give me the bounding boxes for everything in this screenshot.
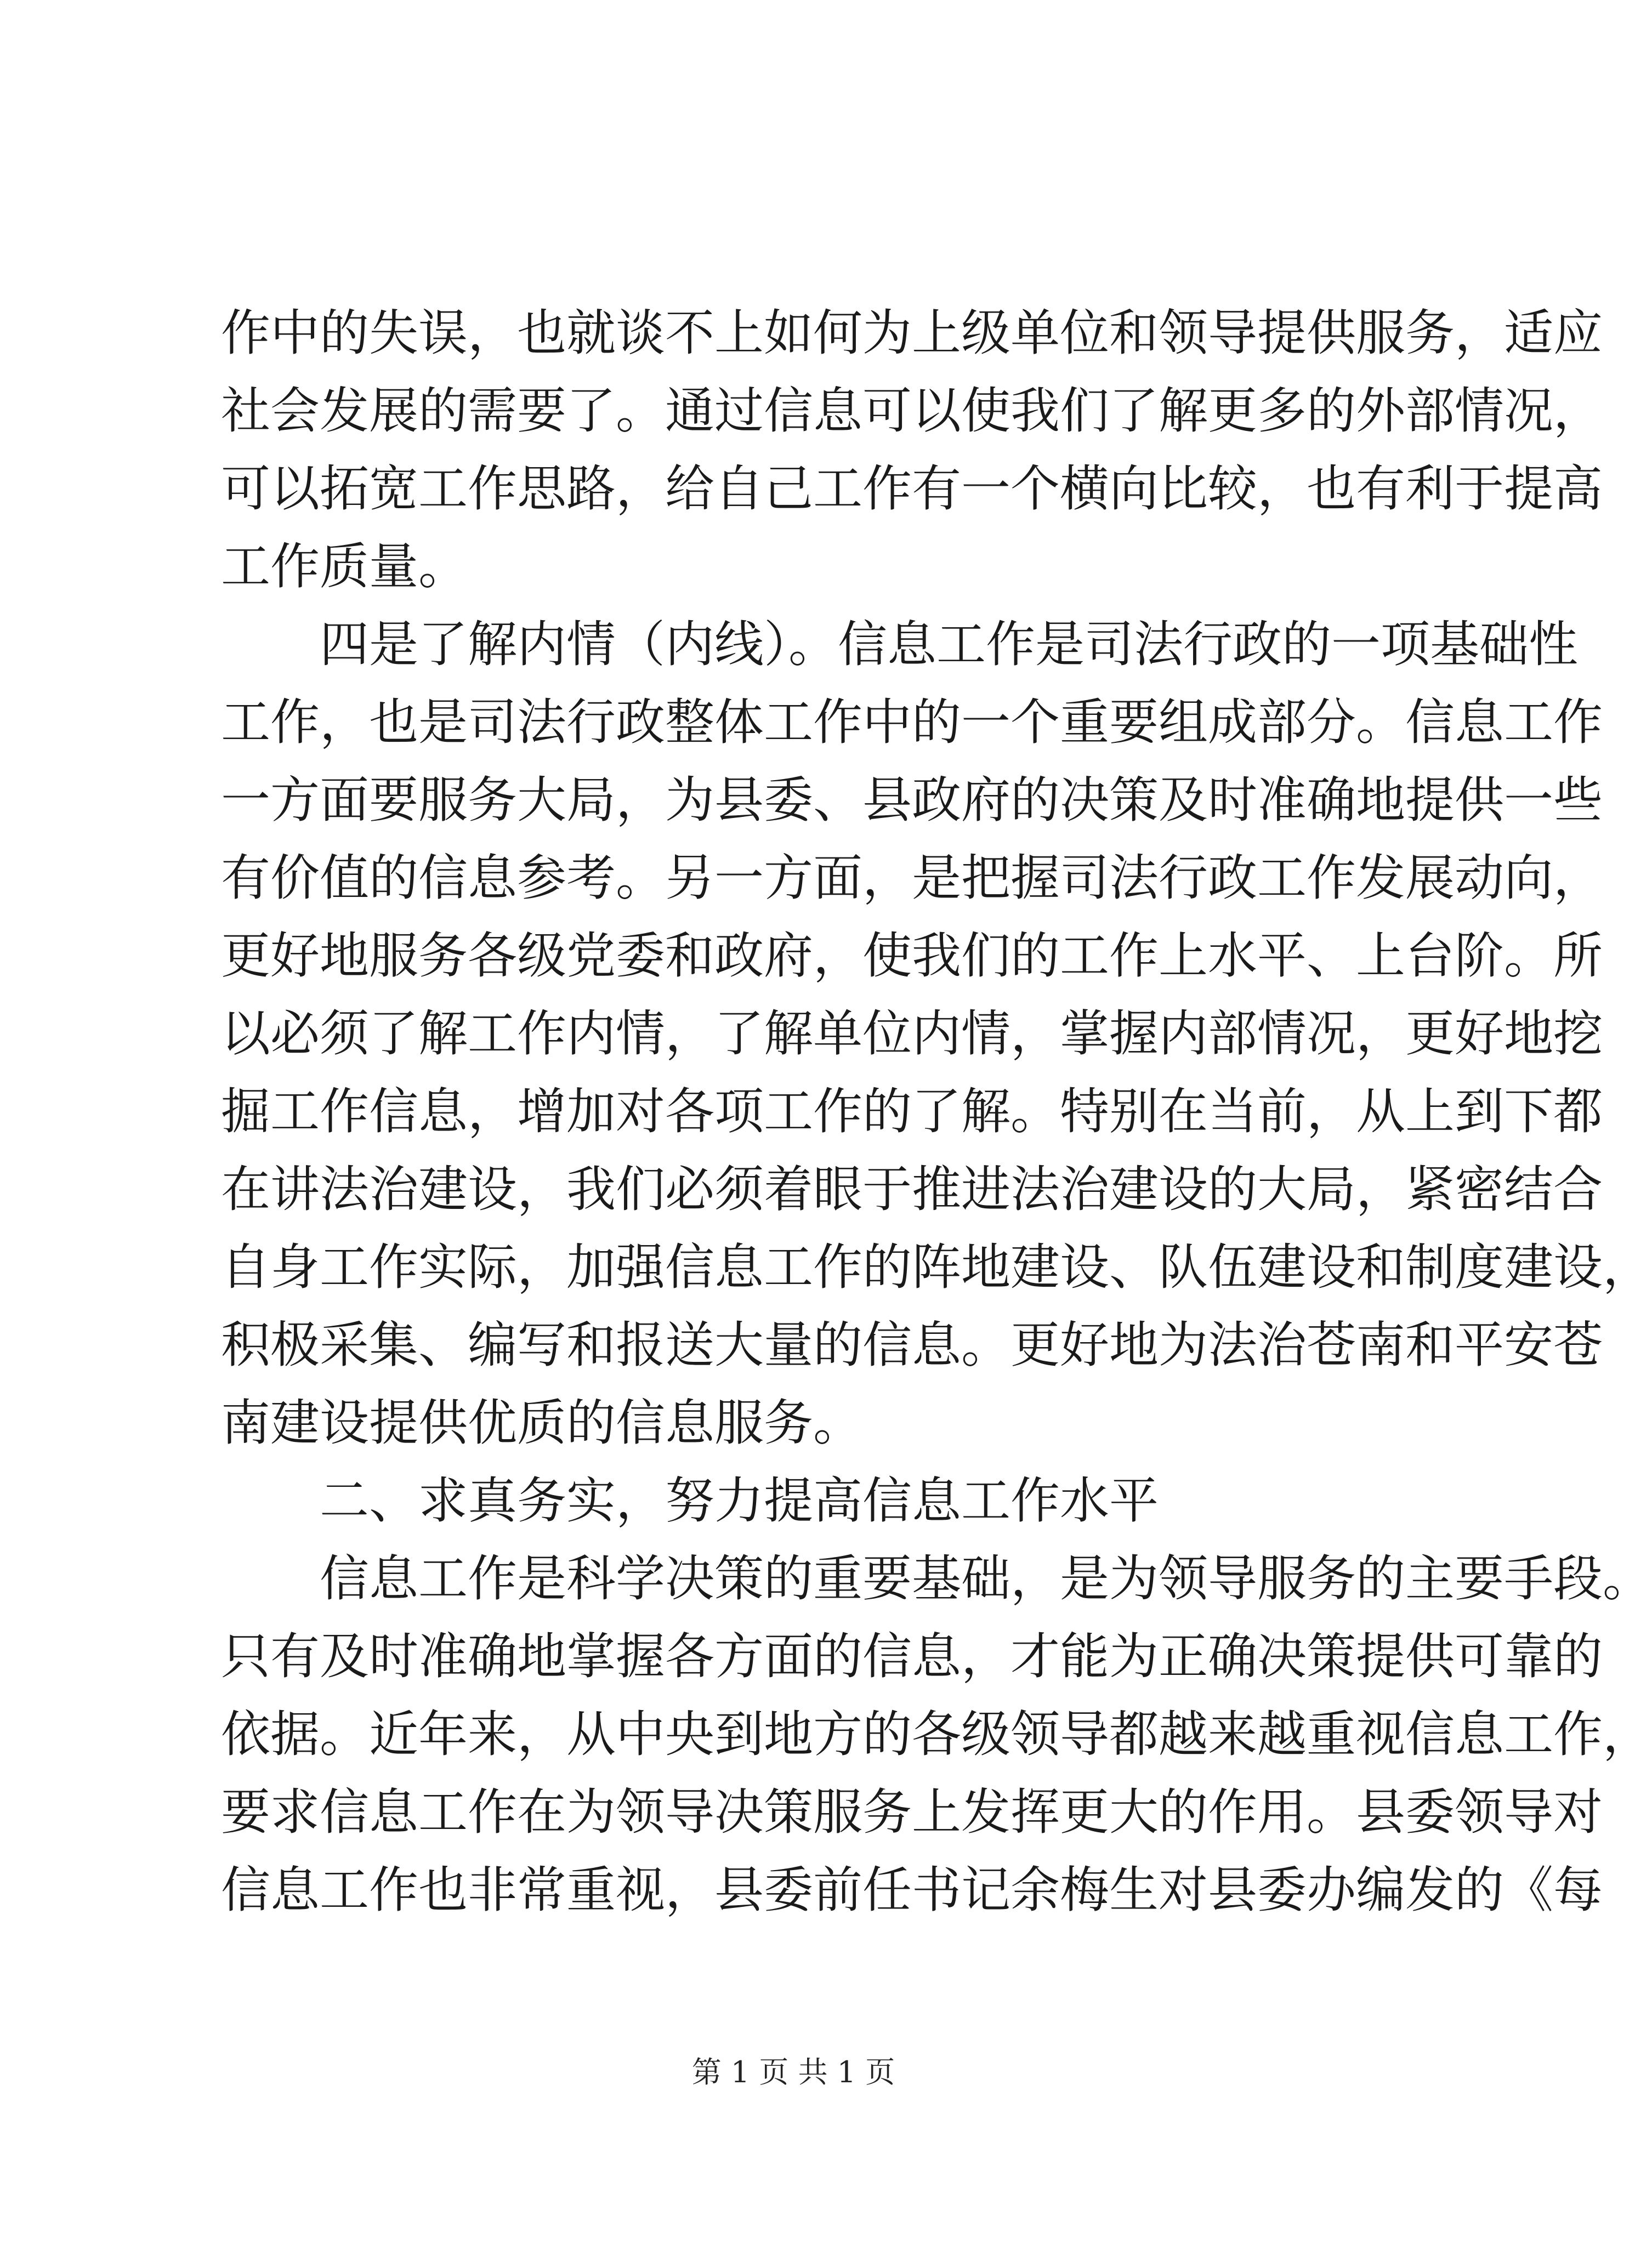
text-line: 自身工作实际，加强信息工作的阵地建设、队伍建设和制度建设， (221, 1239, 1652, 1296)
text-line: 信息工作也非常重视，县委前任书记余梅生对县委办编发的《每 (221, 1861, 1603, 1919)
page-number-label: 第 1 页 共 1 页 (691, 2055, 895, 2089)
text-line: 工作质量。 (221, 538, 468, 595)
text-line: 在讲法治建设，我们必须着眼于推进法治建设的大局，紧密结合 (221, 1161, 1603, 1218)
text-line: 社会发展的需要了。通过信息可以使我们了解更多的外部情况， (221, 382, 1603, 440)
page-footer (0, 2050, 1587, 2094)
text-line: 只有及时准确地掌握各方面的信息，才能为正确决策提供可靠的 (221, 1628, 1603, 1685)
text-line: 一方面要服务大局，为县委、县政府的决策及时准确地提供一些 (221, 771, 1603, 829)
text-line: 积极采集、编写和报送大量的信息。更好地为法治苍南和平安苍 (221, 1316, 1603, 1374)
document-body (221, 294, 1652, 1929)
text-line: 依据。近年来，从中央到地方的各级领导都越来越重视信息工作， (221, 1706, 1652, 1763)
text-line: 以必须了解工作内情，了解单位内情，掌握内部情况，更好地挖 (221, 1005, 1603, 1063)
text-line: 工作，也是司法行政整体工作中的一个重要组成部分。信息工作 (221, 694, 1603, 751)
paragraph-start-line: 四是了解内情（内线）。信息工作是司法行政的一项基础性 (320, 616, 1578, 673)
text-line: 有价值的信息参考。另一方面，是把握司法行政工作发展动向， (221, 849, 1603, 907)
text-line: 更好地服务各级党委和政府，使我们的工作上水平、上台阶。所 (221, 927, 1603, 985)
paragraph-start-line: 信息工作是科学决策的重要基础，是为领导服务的主要手段。 (320, 1550, 1652, 1607)
section-heading: 二、求真务实，努力提高信息工作水平 (320, 1472, 1159, 1530)
text-line: 要求信息工作在为领导决策服务上发挥更大的作用。县委领导对 (221, 1783, 1603, 1841)
text-line: 可以拓宽工作思路，给自己工作有一个横向比较，也有利于提高 (221, 460, 1603, 518)
text-line: 掘工作信息，增加对各项工作的了解。特别在当前，从上到下都 (221, 1083, 1603, 1140)
text-line: 作中的失误，也就谈不上如何为上级单位和领导提供服务，适应 (221, 304, 1603, 362)
text-line: 南建设提供优质的信息服务。 (221, 1394, 862, 1452)
